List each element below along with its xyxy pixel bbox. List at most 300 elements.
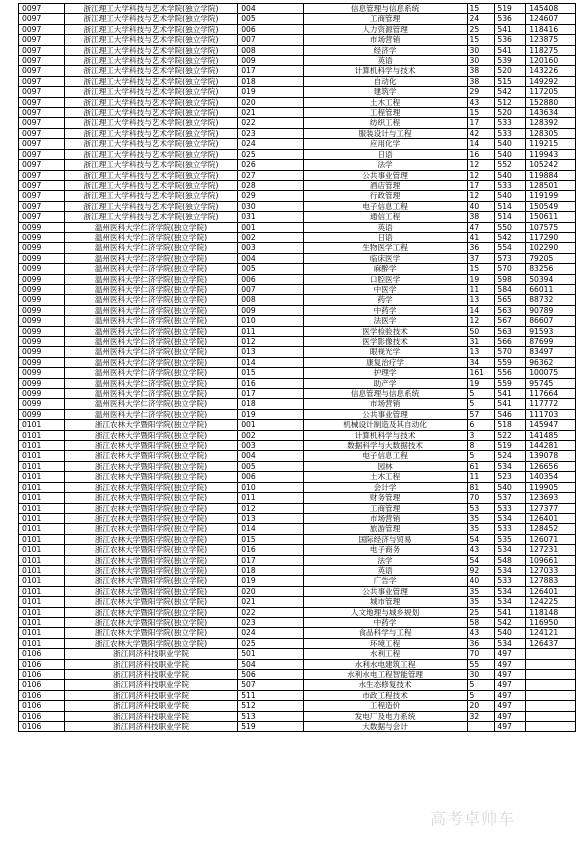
major-name-cell: 中药学 [303,617,467,627]
min-score-cell: 554 [495,243,526,253]
school-code-cell: 0097 [19,201,65,211]
school-name-cell: 浙江理工大学科技与艺术学院(独立学院) [64,24,238,34]
plan-count-cell: 55 [467,659,495,669]
table-row [19,337,576,347]
min-score-cell: 563 [495,305,526,315]
major-code-cell: 010 [238,482,303,492]
table-row [19,617,576,627]
plan-count-cell: 43 [467,628,495,638]
min-score-cell: 541 [495,24,526,34]
major-name-cell: 数据科学与大数据技术 [303,441,467,451]
min-score-cell: 534 [495,461,526,471]
major-name-cell: 工程造价 [303,701,467,711]
major-code-cell: 005 [238,461,303,471]
school-name-cell: 浙江同济科技职业学院 [64,722,238,732]
major-name-cell: 英语 [303,56,467,66]
plan-count-cell: 14 [467,139,495,149]
min-score-cell: 536 [495,35,526,45]
table-row [19,118,576,128]
school-code-cell: 0101 [19,597,65,607]
major-name-cell: 英语 [303,565,467,575]
school-code-cell: 0097 [19,149,65,159]
min-rank-cell: 66011 [526,284,576,294]
school-code-cell: 0106 [19,701,65,711]
school-code-cell: 0106 [19,670,65,680]
table-row [19,35,576,45]
major-code-cell: 027 [238,170,303,180]
major-name-cell: 计算机科学与技术 [303,66,467,76]
min-score-cell: 523 [495,472,526,482]
table-row [19,711,576,721]
min-score-cell: 533 [495,128,526,138]
major-name-cell: 园林 [303,461,467,471]
major-code-cell: 002 [238,232,303,242]
table-body [19,4,576,732]
school-name-cell: 浙江农林大学暨阳学院(独立学院) [64,628,238,638]
school-name-cell: 浙江理工大学科技与艺术学院(独立学院) [64,170,238,180]
school-name-cell: 浙江理工大学科技与艺术学院(独立学院) [64,56,238,66]
major-name-cell: 服装设计与工程 [303,128,467,138]
major-name-cell: 日语 [303,149,467,159]
min-rank-cell: 83256 [526,264,576,274]
plan-count-cell: 61 [467,461,495,471]
major-name-cell: 机械设计制造及其自动化 [303,420,467,430]
table-row [19,347,576,357]
table-row [19,472,576,482]
min-score-cell: 524 [495,451,526,461]
school-name-cell: 温州医科大学仁济学院(独立学院) [64,295,238,305]
major-code-cell: 004 [238,451,303,461]
min-score-cell: 559 [495,378,526,388]
major-code-cell: 021 [238,597,303,607]
min-score-cell: 570 [495,264,526,274]
min-rank-cell: 120160 [526,56,576,66]
major-name-cell: 酒店管理 [303,180,467,190]
major-name-cell: 医学影像技术 [303,337,467,347]
table-row [19,368,576,378]
major-code-cell: 023 [238,617,303,627]
plan-count-cell: 38 [467,212,495,222]
table-row [19,24,576,34]
table-row [19,430,576,440]
min-score-cell: 541 [495,607,526,617]
major-name-cell: 土木工程 [303,472,467,482]
major-code-cell: 018 [238,76,303,86]
min-score-cell: 497 [495,659,526,669]
table-row [19,212,576,222]
min-rank-cell: 123875 [526,35,576,45]
major-name-cell: 自动化 [303,76,467,86]
major-name-cell: 康复治疗学 [303,357,467,367]
school-code-cell: 0106 [19,680,65,690]
major-code-cell: 018 [238,565,303,575]
school-code-cell: 0101 [19,513,65,523]
min-score-cell: 563 [495,326,526,336]
major-code-cell: 025 [238,638,303,648]
school-name-cell: 温州医科大学仁济学院(独立学院) [64,284,238,294]
plan-count-cell: 19 [467,274,495,284]
plan-count-cell: 5 [467,399,495,409]
major-code-cell: 019 [238,576,303,586]
min-rank-cell: 127033 [526,565,576,575]
major-name-cell: 护理学 [303,368,467,378]
school-name-cell: 浙江同济科技职业学院 [64,680,238,690]
major-code-cell: 016 [238,378,303,388]
school-name-cell: 浙江农林大学暨阳学院(独立学院) [64,420,238,430]
min-rank-cell: 119943 [526,149,576,159]
table-row [19,451,576,461]
major-code-cell: 018 [238,399,303,409]
min-rank-cell: 128452 [526,524,576,534]
major-name-cell: 工商管理 [303,503,467,513]
min-rank-cell: 124225 [526,597,576,607]
major-name-cell: 人文地理与城乡规划 [303,607,467,617]
major-name-cell: 市场营销 [303,35,467,45]
admission-score-table [18,3,576,732]
major-name-cell: 药学 [303,295,467,305]
school-name-cell: 浙江农林大学暨阳学院(独立学院) [64,482,238,492]
school-code-cell: 0101 [19,461,65,471]
major-name-cell: 水利水电工程智能管理 [303,670,467,680]
major-name-cell: 财务管理 [303,493,467,503]
min-rank-cell: 111703 [526,409,576,419]
table-row [19,524,576,534]
school-name-cell: 浙江同济科技职业学院 [64,670,238,680]
table-row [19,670,576,680]
school-code-cell: 0101 [19,524,65,534]
plan-count-cell: 15 [467,108,495,118]
plan-count-cell: 25 [467,24,495,34]
table-row [19,389,576,399]
school-code-cell: 0099 [19,243,65,253]
school-name-cell: 温州医科大学仁济学院(独立学院) [64,316,238,326]
school-code-cell: 0097 [19,14,65,24]
min-score-cell: 559 [495,357,526,367]
major-code-cell: 003 [238,243,303,253]
school-code-cell: 0099 [19,253,65,263]
min-rank-cell: 117664 [526,389,576,399]
table-row [19,305,576,315]
school-name-cell: 浙江理工大学科技与艺术学院(独立学院) [64,66,238,76]
major-name-cell: 土木工程 [303,97,467,107]
major-name-cell: 工商管理 [303,14,467,24]
major-code-cell: 504 [238,659,303,669]
min-rank-cell [526,690,576,700]
table-row [19,378,576,388]
min-rank-cell: 95745 [526,378,576,388]
school-code-cell: 0099 [19,232,65,242]
major-code-cell: 513 [238,711,303,721]
major-name-cell: 英语 [303,222,467,232]
school-code-cell: 0101 [19,482,65,492]
school-name-cell: 浙江同济科技职业学院 [64,701,238,711]
major-name-cell: 助产学 [303,378,467,388]
table-row [19,274,576,284]
school-name-cell: 浙江农林大学暨阳学院(独立学院) [64,472,238,482]
school-code-cell: 0097 [19,66,65,76]
major-code-cell: 006 [238,24,303,34]
min-rank-cell: 100075 [526,368,576,378]
school-name-cell: 浙江理工大学科技与艺术学院(独立学院) [64,14,238,24]
plan-count-cell: 54 [467,555,495,565]
major-code-cell: 026 [238,160,303,170]
plan-count-cell: 13 [467,347,495,357]
major-name-cell: 法学 [303,555,467,565]
school-name-cell: 温州医科大学仁济学院(独立学院) [64,274,238,284]
min-rank-cell: 150549 [526,201,576,211]
major-code-cell: 009 [238,56,303,66]
school-code-cell: 0106 [19,659,65,669]
table-row [19,66,576,76]
plan-count-cell: 38 [467,76,495,86]
major-code-cell: 014 [238,357,303,367]
school-name-cell: 浙江农林大学暨阳学院(独立学院) [64,441,238,451]
min-rank-cell: 123693 [526,493,576,503]
major-code-cell: 519 [238,722,303,732]
min-score-cell: 534 [495,638,526,648]
min-rank-cell [526,722,576,732]
major-code-cell: 006 [238,472,303,482]
school-code-cell: 0099 [19,337,65,347]
major-name-cell: 临床医学 [303,253,467,263]
watermark: 高考卓帅车 [430,809,516,828]
major-name-cell: 水利工程 [303,649,467,659]
min-score-cell: 573 [495,253,526,263]
major-code-cell: 012 [238,337,303,347]
table-row [19,638,576,648]
table-row [19,513,576,523]
table-row [19,128,576,138]
min-score-cell: 522 [495,430,526,440]
major-code-cell: 013 [238,347,303,357]
major-name-cell: 法学 [303,160,467,170]
min-score-cell: 535 [495,534,526,544]
school-name-cell: 浙江同济科技职业学院 [64,711,238,721]
plan-count-cell: 6 [467,420,495,430]
table-row [19,628,576,638]
school-code-cell: 0099 [19,409,65,419]
school-name-cell: 浙江农林大学暨阳学院(独立学院) [64,493,238,503]
plan-count-cell: 30 [467,45,495,55]
school-name-cell: 浙江农林大学暨阳学院(独立学院) [64,576,238,586]
major-code-cell: 016 [238,545,303,555]
table-row [19,56,576,66]
table-row [19,14,576,24]
plan-count-cell: 29 [467,87,495,97]
min-score-cell: 550 [495,222,526,232]
school-code-cell: 0099 [19,347,65,357]
table-row [19,264,576,274]
plan-count-cell: 30 [467,56,495,66]
major-name-cell: 发电厂及电力系统 [303,711,467,721]
school-code-cell: 0101 [19,420,65,430]
school-name-cell: 浙江农林大学暨阳学院(独立学院) [64,451,238,461]
school-name-cell: 浙江理工大学科技与艺术学院(独立学院) [64,212,238,222]
min-score-cell: 542 [495,617,526,627]
min-score-cell: 540 [495,170,526,180]
school-name-cell: 温州医科大学仁济学院(独立学院) [64,357,238,367]
school-name-cell: 浙江农林大学暨阳学院(独立学院) [64,534,238,544]
school-code-cell: 0099 [19,368,65,378]
min-rank-cell: 144281 [526,441,576,451]
major-code-cell: 512 [238,701,303,711]
min-score-cell: 514 [495,212,526,222]
plan-count-cell: 36 [467,243,495,253]
plan-count-cell: 35 [467,586,495,596]
plan-count-cell: 19 [467,378,495,388]
school-code-cell: 0099 [19,357,65,367]
min-rank-cell: 124607 [526,14,576,24]
major-name-cell: 公共事业管理 [303,409,467,419]
school-code-cell: 0101 [19,545,65,555]
school-code-cell: 0097 [19,170,65,180]
plan-count-cell: 70 [467,649,495,659]
school-code-cell: 0101 [19,555,65,565]
plan-count-cell: 31 [467,337,495,347]
school-name-cell: 浙江理工大学科技与艺术学院(独立学院) [64,201,238,211]
min-rank-cell: 150611 [526,212,576,222]
major-code-cell: 019 [238,409,303,419]
school-code-cell: 0101 [19,576,65,586]
major-name-cell: 水利水电建筑工程 [303,659,467,669]
school-code-cell: 0097 [19,87,65,97]
school-code-cell: 0099 [19,399,65,409]
school-name-cell: 温州医科大学仁济学院(独立学院) [64,399,238,409]
table-row [19,295,576,305]
major-code-cell: 017 [238,389,303,399]
school-code-cell: 0099 [19,284,65,294]
min-score-cell: 497 [495,722,526,732]
major-code-cell: 029 [238,191,303,201]
min-score-cell: 497 [495,711,526,721]
major-code-cell: 008 [238,295,303,305]
plan-count-cell: 17 [467,118,495,128]
table-row [19,409,576,419]
major-code-cell: 007 [238,284,303,294]
min-score-cell: 519 [495,441,526,451]
school-name-cell: 浙江农林大学暨阳学院(独立学院) [64,586,238,596]
min-score-cell: 570 [495,347,526,357]
min-rank-cell [526,711,576,721]
school-code-cell: 0101 [19,628,65,638]
table-row [19,493,576,503]
major-name-cell: 人力资源管理 [303,24,467,34]
min-score-cell: 540 [495,149,526,159]
plan-count-cell: 50 [467,326,495,336]
school-name-cell: 温州医科大学仁济学院(独立学院) [64,305,238,315]
major-name-cell: 口腔医学 [303,274,467,284]
plan-count-cell: 12 [467,160,495,170]
table-row [19,139,576,149]
plan-count-cell: 17 [467,180,495,190]
school-name-cell: 温州医科大学仁济学院(独立学院) [64,389,238,399]
plan-count-cell: 43 [467,97,495,107]
major-name-cell: 城市管理 [303,597,467,607]
table-row [19,149,576,159]
min-score-cell: 540 [495,628,526,638]
min-score-cell: 541 [495,45,526,55]
major-code-cell: 020 [238,586,303,596]
table-row [19,316,576,326]
major-code-cell: 013 [238,513,303,523]
school-name-cell: 温州医科大学仁济学院(独立学院) [64,337,238,347]
school-name-cell: 温州医科大学仁济学院(独立学院) [64,347,238,357]
major-code-cell: 017 [238,555,303,565]
min-score-cell: 548 [495,555,526,565]
school-name-cell: 浙江理工大学科技与艺术学院(独立学院) [64,128,238,138]
table-row [19,659,576,669]
min-score-cell: 540 [495,482,526,492]
school-code-cell: 0106 [19,690,65,700]
table-row [19,690,576,700]
major-code-cell: 022 [238,607,303,617]
min-score-cell: 520 [495,108,526,118]
min-rank-cell: 105242 [526,160,576,170]
min-rank-cell: 143226 [526,66,576,76]
plan-count-cell: 43 [467,545,495,555]
school-code-cell: 0099 [19,222,65,232]
school-name-cell: 浙江理工大学科技与艺术学院(独立学院) [64,118,238,128]
table-row [19,576,576,586]
school-code-cell: 0101 [19,638,65,648]
school-code-cell: 0106 [19,649,65,659]
major-code-cell: 031 [238,212,303,222]
table-row [19,649,576,659]
min-score-cell: 565 [495,295,526,305]
plan-count-cell: 53 [467,503,495,513]
major-name-cell: 眼视光学 [303,347,467,357]
table-row [19,191,576,201]
table-row [19,607,576,617]
min-rank-cell: 116950 [526,617,576,627]
school-code-cell: 0099 [19,326,65,336]
min-rank-cell: 79205 [526,253,576,263]
table-row [19,232,576,242]
plan-count-cell: 161 [467,368,495,378]
major-code-cell: 030 [238,201,303,211]
major-code-cell: 011 [238,326,303,336]
major-code-cell: 005 [238,14,303,24]
min-rank-cell: 140354 [526,472,576,482]
school-name-cell: 浙江农林大学暨阳学院(独立学院) [64,524,238,534]
school-code-cell: 0101 [19,617,65,627]
min-rank-cell: 119905 [526,482,576,492]
min-score-cell: 519 [495,4,526,14]
school-code-cell: 0097 [19,108,65,118]
school-name-cell: 浙江同济科技职业学院 [64,659,238,669]
school-code-cell: 0101 [19,534,65,544]
major-name-cell: 法医学 [303,316,467,326]
school-code-cell: 0099 [19,274,65,284]
major-code-cell: 015 [238,534,303,544]
school-name-cell: 浙江农林大学暨阳学院(独立学院) [64,638,238,648]
table-row [19,357,576,367]
table-row [19,222,576,232]
min-rank-cell: 117772 [526,399,576,409]
major-name-cell: 大数据与会计 [303,722,467,732]
min-score-cell: 556 [495,368,526,378]
min-score-cell: 584 [495,284,526,294]
major-code-cell: 023 [238,128,303,138]
school-name-cell: 浙江农林大学暨阳学院(独立学院) [64,461,238,471]
plan-count-cell: 25 [467,607,495,617]
major-name-cell: 广告学 [303,576,467,586]
school-code-cell: 0097 [19,4,65,14]
min-rank-cell: 126437 [526,638,576,648]
school-name-cell: 浙江农林大学暨阳学院(独立学院) [64,545,238,555]
school-name-cell: 浙江农林大学暨阳学院(独立学院) [64,430,238,440]
min-rank-cell: 127883 [526,576,576,586]
